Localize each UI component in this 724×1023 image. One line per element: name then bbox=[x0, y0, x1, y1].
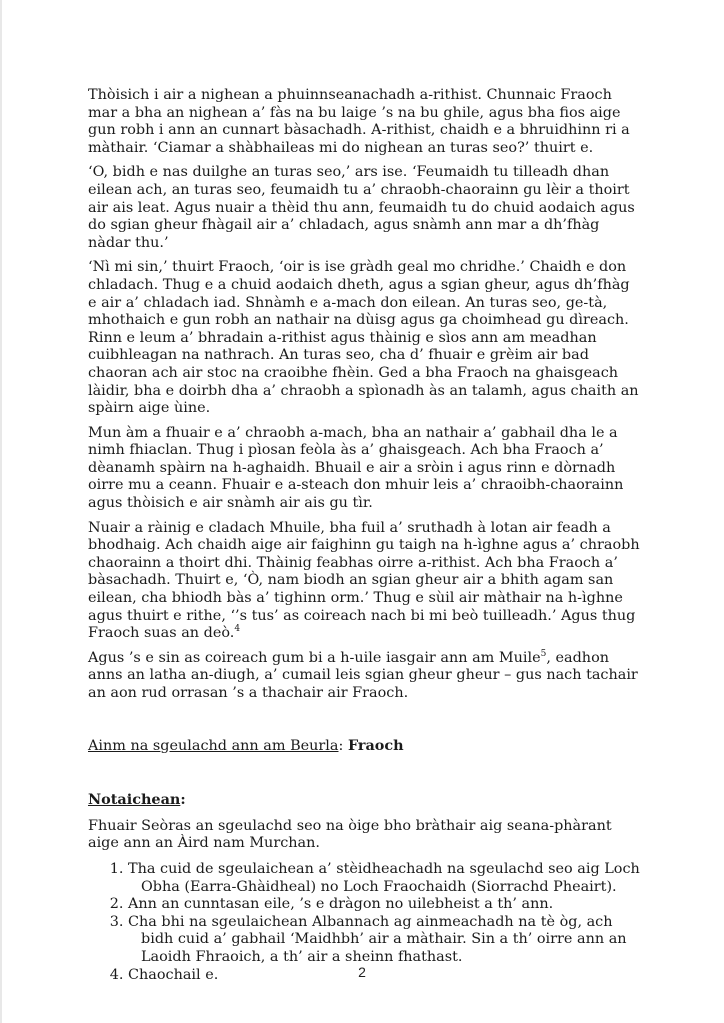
note-item: 3. Cha bhi na sgeulaichean Albannach ag ainmeachadh na tè òg, ach bidh cuid a’ gabhail ‘Maidhbh’ air a màthair. Sin a th’ oirre ann an Laoidh Fhraoich, a th’ air a sheinn fhathast. bbox=[128, 914, 642, 967]
page-left-edge bbox=[0, 0, 2, 1023]
page-number: 2 bbox=[358, 964, 366, 980]
notes-heading-label: Notaichean bbox=[88, 791, 181, 809]
notes-intro: Fhuair Seòras an sgeulachd seo na òige bho bràthair aig seana-phàrant aige ann an Àird nam Murchan. bbox=[88, 817, 612, 852]
paragraph-text: Agus ’s e sin as coireach gum bi a h-uile iasgair ann am Muile bbox=[88, 649, 541, 666]
document-page bbox=[88, 87, 642, 984]
notes-heading-colon: : bbox=[180, 791, 186, 809]
note-item: 2. Ann an cunntasan eile, ’s e dràgon no uilebheist a th’ ann. bbox=[128, 896, 642, 914]
title-colon: : bbox=[338, 737, 344, 754]
story-paragraph-3: ‘Nì mi sin,’ thuirt Fraoch, ‘oir is ise gràdh geal mo chridhe.’ Chaidh e don chladach. Thug e a chuid aodaich dheth, agus a sgian gheur, agus dh’fhàg e air a’ chladach iad. Shnàmh e a-mach don eilean. An turas seo, ge-tà, mhothaich e gun robh an nathair na dùisg agus ga choimhead gu dìreach. Rinn e leum a’ bhradain a-rithist agus thàinig e sìos ann am meadhan cuibhleagan na nathrach. An turas seo, cha d’ fhuair e grèim air bad chaoran ach air stoc na craoibhe fhèin. Ged a bha Fraoch na ghaisgeach làidir, bha e doirbh dha a’ chraobh a spìonadh às an talamh, agus chaith an spàirn aige ùine. bbox=[88, 259, 639, 417]
paragraph-text: , eadhon anns an latha an-diugh, a’ cumail leis sgian gheur gheur – gus nach tachair an aon rud orrasan ’s a thachair air Fraoch. bbox=[88, 649, 638, 701]
story-paragraph-5 bbox=[88, 520, 642, 643]
story-paragraph-6 bbox=[88, 650, 642, 703]
footnote-ref-4: 4 bbox=[234, 624, 241, 635]
story-paragraph-2: ‘O, bidh e nas duilghe an turas seo,’ ars ise. ‘Feumaidh tu tilleadh dhan eilean ach, an turas seo, feumaidh tu a’ chraobh-chaorainn gu lèir a thoirt air ais leat. Agus nuair a thèid thu ann, feumaidh tu do chuid aodaich agus do sgian gheur fhàgail air a’ chladach, agus snàmh ann mar a dh’fhàg nàdar thu.’ bbox=[88, 164, 635, 251]
footnote-ref-5: 5 bbox=[540, 649, 547, 660]
story-paragraph-1: Thòisich i air a nighean a phuinnseanachadh a-rithist. Chunnaic Fraoch mar a bha an nighean a’ fàs na bu laige ’s na bu ghile, agus bha fios aige gun robh i ann an cunnart bàsachadh. A-rithist, chaidh e a bhruidhinn ri a màthair. ‘Ciamar a shàbhaileas mi do nighean an turas seo?’ thuirt e. bbox=[88, 87, 630, 156]
note-item: 4. Chaochail e. bbox=[128, 967, 642, 985]
paragraph-text: Nuair a ràinig e cladach Mhuile, bha fuil a’ sruthadh à lotan air feadh a bhodhaig. Ach chaidh aige air faighinn gu taigh na h-ìghne agus a’ chraobh chaorainn a thoirt dhi. Thàinig feabhas oirre a-rithist. Ach bha Fraoch a’ bàsachadh. Thuirt e, ‘Ò, nam biodh an sgian gheur air a bhith agam san eilean, cha bhiodh bàs a’ tighinn orm.’ Thug e sùil air màthair na h-ìghne agus thuirt e rithe, ‘’s tus’ as coireach nach bi mi beò tuilleadh.’ Agus thug Fraoch suas an deò. bbox=[88, 519, 640, 642]
story-paragraph-4: Mun àm a fhuair e a’ chraobh a-mach, bha an nathair a’ gabhail dha le a nimh fhiaclan. Thug i pìosan feòla às a’ ghaisgeach. Ach bha Fraoch a’ dèanamh spàirn na h-aghaidh. Bhuail e air a sròin i agus rinn e dòrnadh oirre mu a ceann. Fhuair e a-steach don mhuir leis a’ chraoibh-chaorainn agus thòisich e air snàmh air ais gu tìr. bbox=[88, 424, 624, 512]
note-item: 1. Tha cuid de sgeulaichean a’ stèidheachadh na sgeulachd seo aig Loch Obha (Earra-Ghàidheal) no Loch Fraochaidh (Siorrachd Pheairt). bbox=[128, 861, 642, 896]
title-label: Ainm na sgeulachd ann am Beurla bbox=[88, 737, 339, 754]
story-title-line bbox=[88, 737, 642, 756]
title-value: Fraoch bbox=[347, 736, 404, 754]
notes-heading bbox=[88, 791, 642, 809]
